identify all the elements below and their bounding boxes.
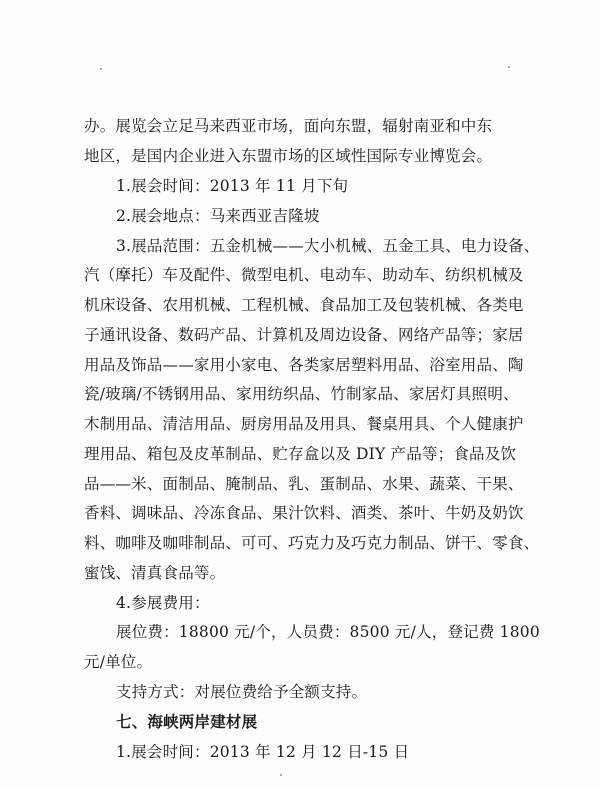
paragraph-line [84, 533, 600, 553]
line-text: 汽（摩托）车及配件、微型电机、电动车、助动车、纺织机械及 [84, 266, 524, 284]
line-text: 料、咖啡及咖啡制品、可可、巧克力及巧克力制品、饼干、零食、 [84, 534, 540, 552]
line-text: 支持方式：对展位费给予全额支持。 [116, 683, 368, 701]
scan-speck [508, 66, 510, 68]
exhibition-time-line [116, 176, 600, 196]
paragraph-line [84, 444, 600, 464]
exhibition-location-line [116, 206, 600, 226]
line-text: 品——米、面制品、腌制品、乳、蛋制品、水果、蔬菜、干果、 [84, 475, 524, 493]
line-text: 瓷/玻璃/不锈钢用品、家用纺织品、竹制家品、家居灯具照明、 [84, 385, 519, 403]
line-text: 展位费：18800 元/个，人员费：8500 元/人，登记费 1800 [116, 623, 540, 641]
line-text: 香料、调味品、冷冻食品、果汁饮料、酒类、茶叶、牛奶及奶饮 [84, 504, 524, 522]
paragraph-line [84, 563, 600, 583]
line-text: 元/单位。 [84, 653, 153, 671]
paragraph-line [84, 295, 600, 315]
line-text: 子通讯设备、数码产品、计算机及周边设备、网络产品等；家居 [84, 326, 524, 344]
line-text: 机床设备、农用机械、工程机械、食品加工及包装机械、各类电 [84, 296, 524, 314]
line-text: 用品及饰品——家用小家电、各类家居塑料用品、浴室用品、陶 [84, 356, 524, 374]
paragraph-line [84, 146, 600, 166]
line-text: 1.展会时间：2013 年 12 月 12 日-15 日 [116, 743, 410, 761]
section-heading [116, 712, 600, 732]
paragraph-line [84, 384, 600, 404]
paragraph-line [84, 355, 600, 375]
line-text: 木制用品、清洁用品、厨房用品及用具、餐桌用具、个人健康护 [84, 415, 524, 433]
exhibition-time-line [116, 742, 600, 762]
line-text: 蜜饯、清真食品等。 [84, 564, 226, 582]
line-text: 办。展览会立足马来西亚市场，面向东盟，辐射南亚和中东 [84, 117, 493, 135]
paragraph-line [84, 503, 600, 523]
paragraph-line [84, 265, 600, 285]
line-text: 2.展会地点：马来西亚吉隆坡 [116, 207, 320, 225]
line-text: 理用品、箱包及皮革制品、贮存盒以及 DIY 产品等；食品及饮 [84, 445, 517, 463]
paragraph-line [84, 116, 518, 136]
participation-fee-line [116, 593, 600, 613]
heading-text: 七、海峡两岸建材展 [116, 713, 258, 731]
support-method-line [116, 682, 600, 702]
fee-detail-line [84, 652, 600, 672]
line-text: 4.参展费用： [116, 594, 210, 612]
line-text: 地区，是国内企业进入东盟市场的区域性国际专业博览会。 [84, 147, 493, 165]
line-text: 3.展品范围：五金机械——大小机械、五金工具、电力设备、 [116, 237, 540, 255]
paragraph-line [84, 325, 600, 345]
scan-speck [280, 774, 282, 776]
fee-detail-line [116, 622, 600, 642]
paragraph-line [84, 414, 600, 434]
exhibit-scope-line [116, 236, 600, 256]
line-text: 1.展会时间：2013 年 11 月下旬 [116, 177, 349, 195]
scan-speck [100, 68, 102, 70]
paragraph-line [84, 474, 600, 494]
